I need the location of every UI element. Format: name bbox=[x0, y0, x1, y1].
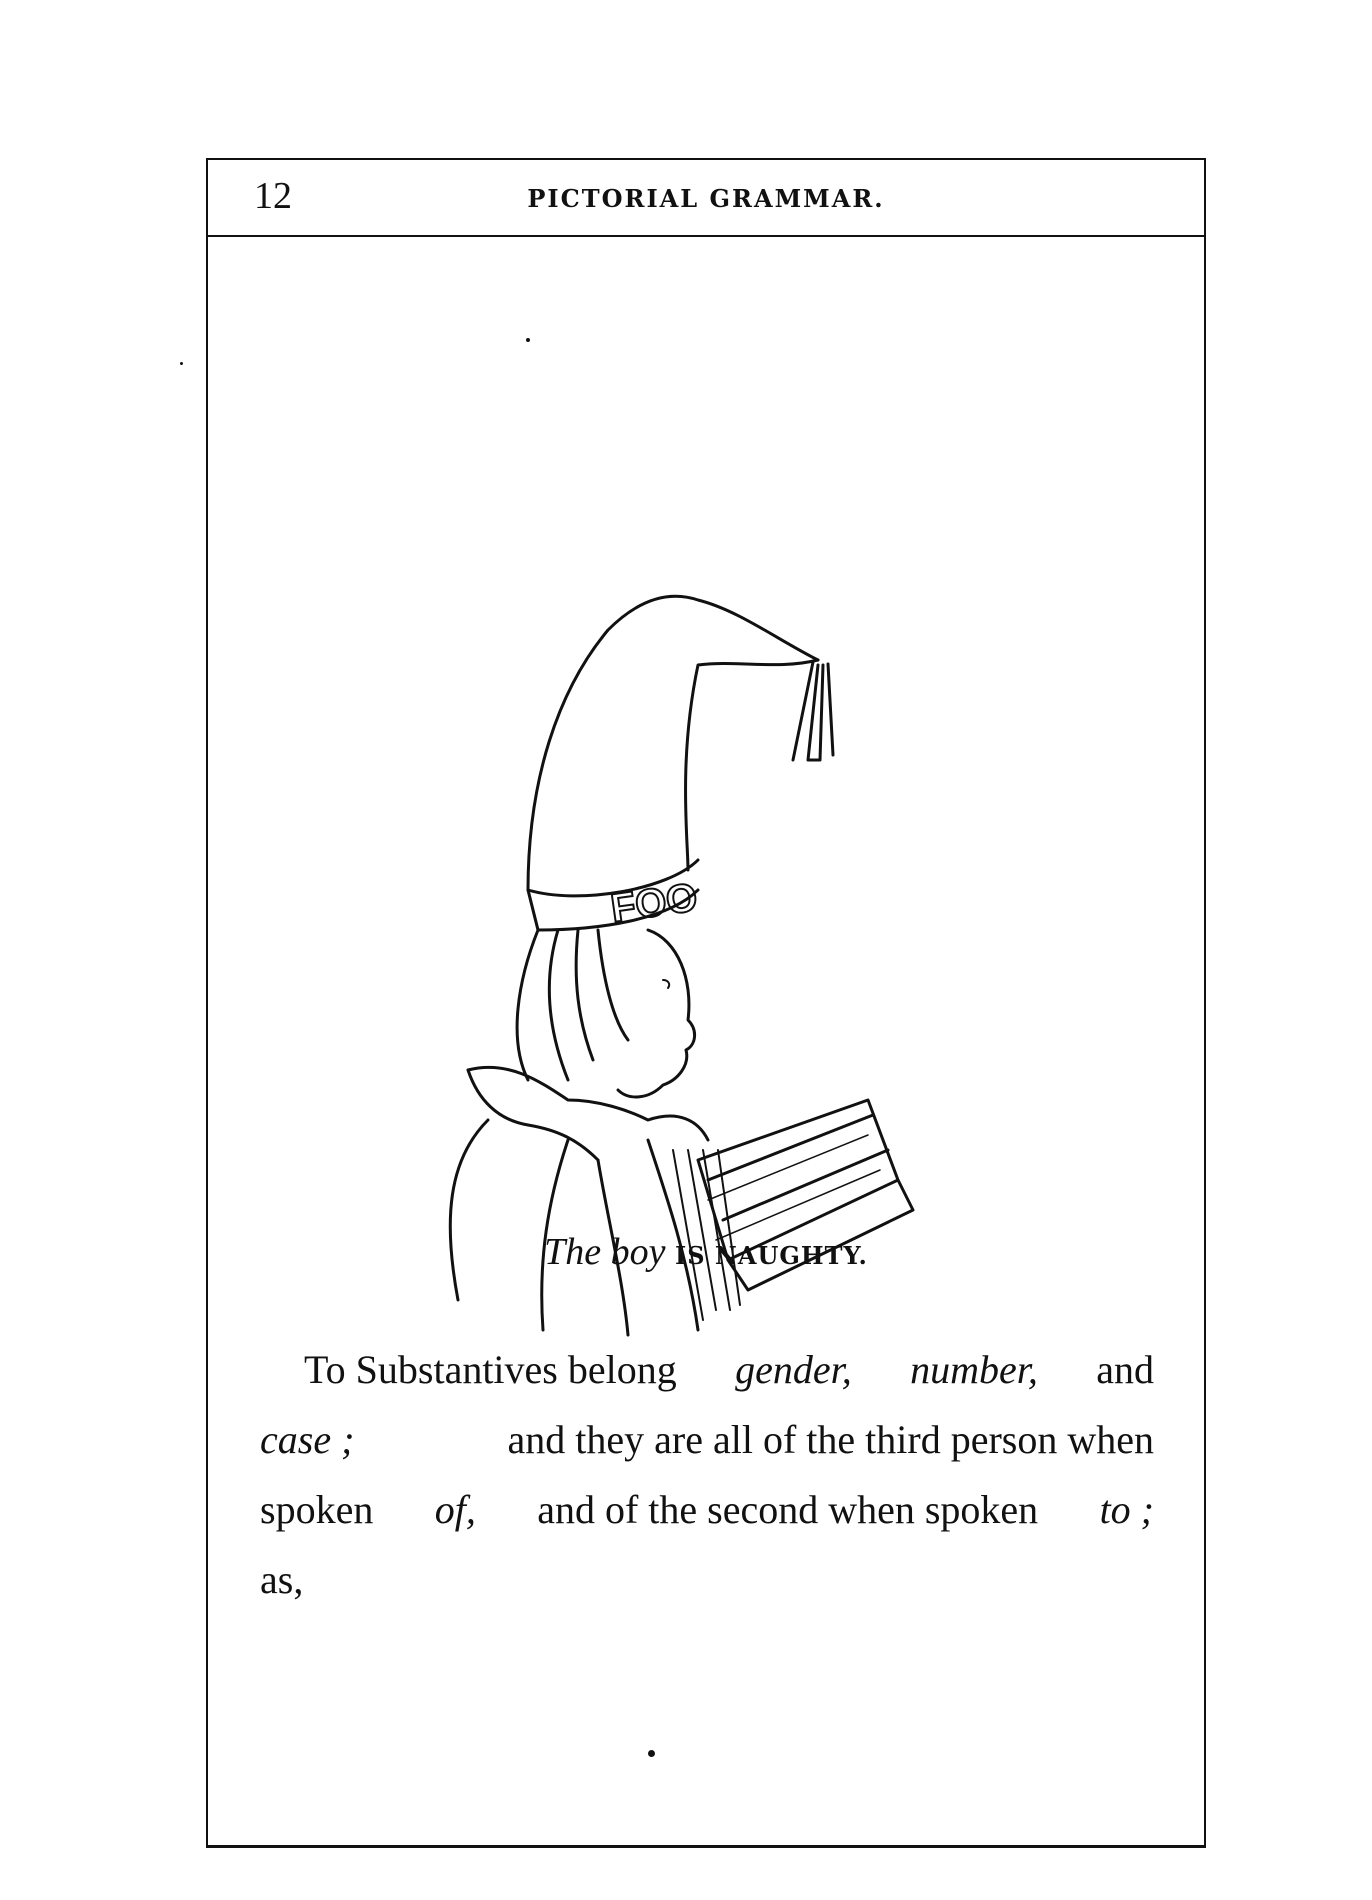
caption-predicate: IS NAUGHTY. bbox=[675, 1241, 868, 1270]
text-run-italic: number, bbox=[910, 1347, 1038, 1392]
text-run: spoken bbox=[260, 1487, 374, 1532]
text-run: To Substantives belong bbox=[304, 1347, 677, 1392]
text-line bbox=[260, 1335, 1154, 1405]
page-number: 12 bbox=[254, 175, 292, 217]
text-run-italic: gender, bbox=[735, 1347, 852, 1392]
print-dot bbox=[648, 1750, 655, 1757]
caption-article: The bbox=[544, 1231, 602, 1273]
print-speck bbox=[180, 362, 183, 365]
running-head-title: PICTORIAL GRAMMAR. bbox=[527, 184, 885, 213]
text-run: and bbox=[1096, 1347, 1154, 1392]
text-run: and of the second when spoken bbox=[537, 1487, 1039, 1532]
illustration-caption bbox=[208, 1230, 1204, 1274]
cap-band-text: FOO bbox=[608, 875, 701, 931]
text-run: as, bbox=[260, 1557, 304, 1602]
text-line bbox=[260, 1475, 1154, 1545]
body-paragraph bbox=[260, 1335, 1154, 1615]
print-speck bbox=[526, 338, 530, 342]
text-run: and they are all of the third person when bbox=[507, 1417, 1154, 1462]
boy-dunce-cap-illustration bbox=[448, 460, 968, 1340]
text-line bbox=[260, 1405, 1154, 1475]
text-run-italic: to ; bbox=[1099, 1487, 1154, 1532]
running-header bbox=[208, 160, 1204, 237]
text-run-italic: case ; bbox=[260, 1417, 355, 1462]
text-run-italic: of, bbox=[434, 1487, 476, 1532]
caption-noun: boy bbox=[610, 1231, 666, 1273]
text-line bbox=[260, 1545, 1154, 1615]
page-frame bbox=[206, 158, 1206, 1848]
